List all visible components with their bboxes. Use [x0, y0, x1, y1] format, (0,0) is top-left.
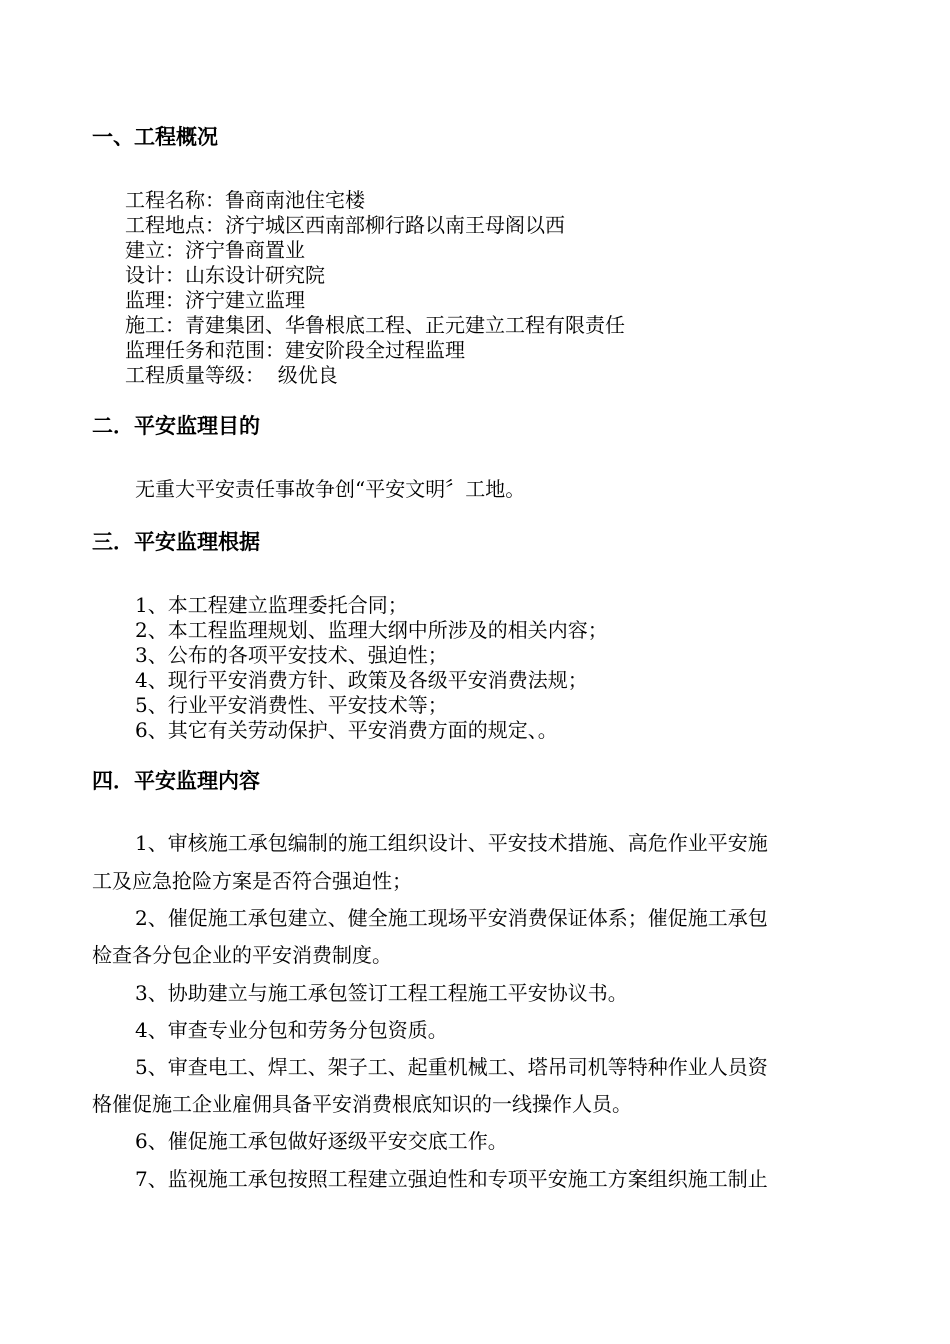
content-line — [92, 826, 858, 861]
section-heading-basis: 三．平安监理根据 — [92, 530, 260, 554]
info-supervision: 监理：济宁建立监理 — [125, 288, 305, 312]
content-line-text: 7、监视施工承包按照工程建立强迫性和专项平安施工方案组织施工制止 — [135, 1167, 768, 1191]
content-line — [92, 1013, 858, 1048]
content-line-text: 1、审核施工承包编制的施工组织设计、平安技术措施、高危作业平安施 — [135, 831, 768, 855]
basis-item: 3、公布的各项平安技术、强迫性； — [135, 643, 448, 667]
info-construction: 施工：青建集团、华鲁根底工程、正元建立工程有限责任 — [125, 313, 625, 337]
content-line — [92, 1162, 858, 1197]
basis-item: 5、行业平安消费性、平安技术等； — [135, 693, 448, 717]
content-line — [92, 976, 858, 1011]
content-line: 格催促施工企业雇佣具备平安消费根底知识的一线操作人员。 — [92, 1092, 632, 1116]
section-heading-overview: 一、工程概况 — [92, 125, 218, 149]
basis-item: 1、本工程建立监理委托合同； — [135, 593, 408, 617]
content-line — [92, 1124, 858, 1159]
basis-item: 2、本工程监理规划、监理大纲中所涉及的相关内容； — [135, 618, 608, 642]
section-heading-content: 四．平安监理内容 — [92, 769, 260, 793]
info-builder: 建立：济宁鲁商置业 — [125, 238, 305, 262]
section-heading-purpose: 二．平安监理目的 — [92, 414, 260, 438]
info-scope: 监理任务和范围：建安阶段全过程监理 — [125, 338, 465, 362]
content-line-text: 3、协助建立与施工承包签订工程工程施工平安协议书。 — [135, 981, 628, 1005]
content-line — [92, 1050, 858, 1085]
purpose-text: 无重大平安责任事故争创“平安文明〞工地。 — [135, 477, 526, 501]
content-line-text: 2、催促施工承包建立、健全施工现场平安消费保证体系；催促施工承包 — [135, 906, 768, 930]
basis-item: 6、其它有关劳动保护、平安消费方面的规定、。 — [135, 718, 558, 742]
info-design: 设计：山东设计研究院 — [125, 263, 325, 287]
content-line-text: 5、审查电工、焊工、架子工、起重机械工、塔吊司机等特种作业人员资 — [135, 1055, 768, 1079]
content-line — [92, 901, 858, 936]
content-line-text: 6、催促施工承包做好逐级平安交底工作。 — [135, 1129, 508, 1153]
basis-item: 4、现行平安消费方针、政策及各级平安消费法规； — [135, 668, 588, 692]
content-line: 检查各分包企业的平安消费制度。 — [92, 943, 392, 967]
content-line-text: 4、审查专业分包和劳务分包资质。 — [135, 1018, 448, 1042]
info-project-location: 工程地点：济宁城区西南部柳行路以南王母阁以西 — [125, 213, 565, 237]
info-quality-grade: 工程质量等级： 级优良 — [125, 363, 338, 387]
info-project-name: 工程名称：鲁商南池住宅楼 — [125, 188, 365, 212]
content-line: 工及应急抢险方案是否符合强迫性； — [92, 869, 412, 893]
